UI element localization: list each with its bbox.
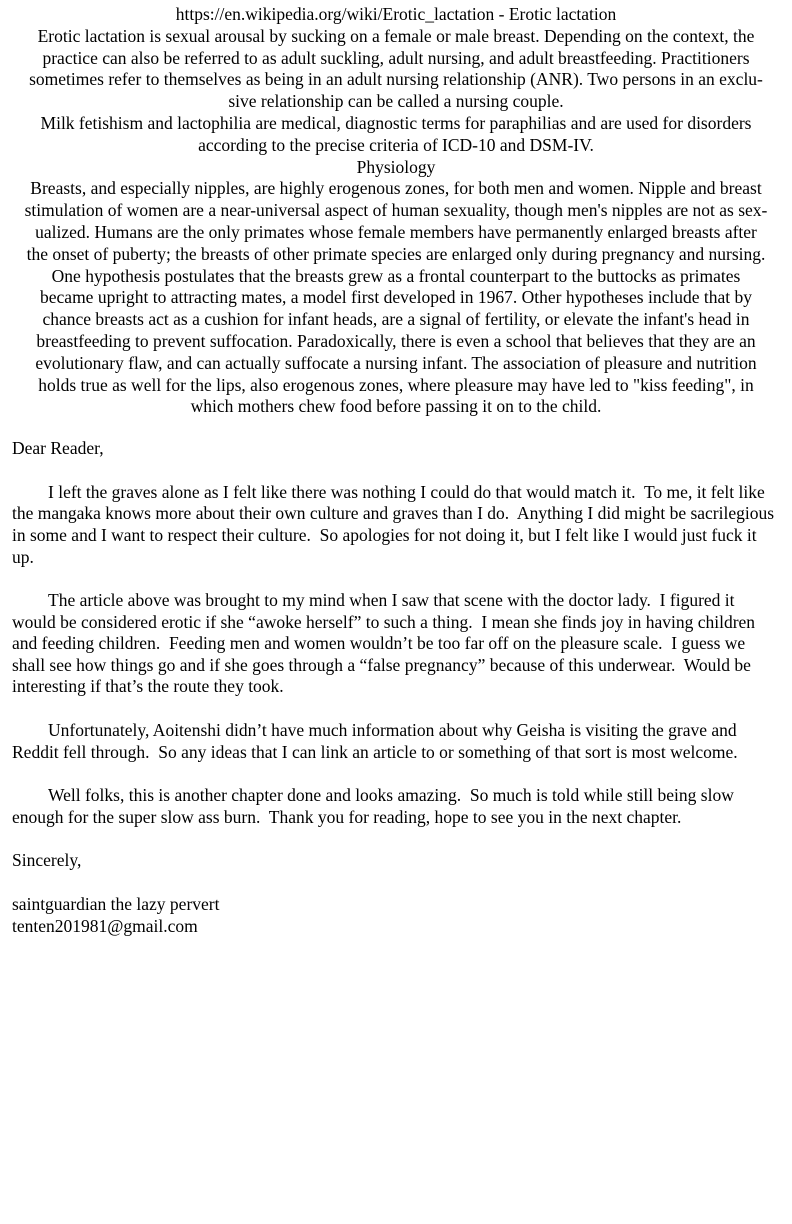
letter-paragraph: Well folks, this is another chapter done and looks amazing. So much is told while still being slow enough for the super slow ass burn. Thank you for reading, hope to see you in the next chapter. [12,785,739,827]
article-line: breastfeeding to prevent suffocation. Paradoxically, there is even a school that believes that they are an [36,330,756,351]
letter-block [0,438,792,937]
article-paragraph [14,157,778,179]
article-line: the onset of puberty; the breasts of other primate species are enlarged only during pregnancy and nursing. [26,243,766,264]
letter-paragraph: The article above was brought to my mind when I saw that scene with the doctor lady. I figured it would be considered erotic if she “awoke herself” to such a thing. I mean she finds joy in having children and feeding children. Feeding men and women wouldn’t be too far off on the pleasure scale. I guess we shall see how things go and if she goes through a “false pregnancy” because of this underwear. Would be interesting if that’s the route they took. [12,590,760,697]
letter-paragraph: Unfortunately, Aoitenshi didn’t have much information about why Geisha is visiting the grave and Reddit fell through. So any ideas that I can link an article to or something of that sort is most welcome. [12,720,742,762]
article-line: Physiology [356,156,436,177]
article-line: became upright to attracting mates, a model first developed in 1967. Other hypotheses include that by [40,287,752,308]
article-line: evolutionary flaw, and can actually suffocate a nursing infant. The association of pleasure and nutrition [35,352,757,373]
article-line: sive relationship can be called a nursing couple. [228,91,564,112]
article-line: holds true as well for the lips, also erogenous zones, where pleasure may have led to "kiss feeding", in [38,374,754,395]
article-line: according to the precise criteria of ICD-10 and DSM-IV. [198,134,594,155]
article-line: chance breasts act as a cushion for infant heads, are a signal of fertility, or elevate the infant's head in [42,309,750,330]
article-line: One hypothesis postulates that the breasts grew as a frontal counterpart to the buttocks as primates [51,265,741,286]
article-paragraphs [14,26,778,418]
article-source-line: https://en.wikipedia.org/wiki/Erotic_lactation - Erotic lactation [175,4,617,24]
article-paragraph [14,113,778,157]
article-paragraph [14,178,778,265]
article-line: ualized. Humans are the only primates whose female members have permanently enlarged breasts after [35,221,757,242]
article-paragraph [14,26,778,113]
article-line: Breasts, and especially nipples, are highly erogenous zones, for both men and women. Nipple and breast [30,178,762,199]
letter-paragraph: I left the graves alone as I felt like there was nothing I could do that would match it. To me, it felt like the mangaka knows more about their own culture and graves than I do. Anything I did might be sacrilegious in some and I want to respect their culture. So apologies for not doing it, but I felt like I would just fuck it up. [12,481,779,567]
article-paragraph [14,266,778,419]
article-quote-block [0,0,792,418]
article-line: which mothers chew food before passing it on to the child. [190,396,602,417]
letter-salutation: Dear Reader, [12,438,104,459]
article-line: practice can also be referred to as adult suckling, adult nursing, and adult breastfeeding. Practitioners [42,47,750,68]
letter-paragraphs [12,482,781,829]
signature-name: saintguardian the lazy pervert [12,894,220,915]
article-line: stimulation of women are a near-universal aspect of human sexuality, though men's nipples are not as sex- [24,200,768,221]
letter-closing: Sincerely, [12,850,82,871]
article-line: Erotic lactation is sexual arousal by sucking on a female or male breast. Depending on the context, the [37,25,755,46]
article-line: sometimes refer to themselves as being in an adult nursing relationship (ANR). Two persons in an exclu- [29,69,763,90]
signature-email: tenten201981@gmail.com [12,915,198,936]
article-line: Milk fetishism and lactophilia are medical, diagnostic terms for paraphilias and are used for disorders [40,112,752,133]
